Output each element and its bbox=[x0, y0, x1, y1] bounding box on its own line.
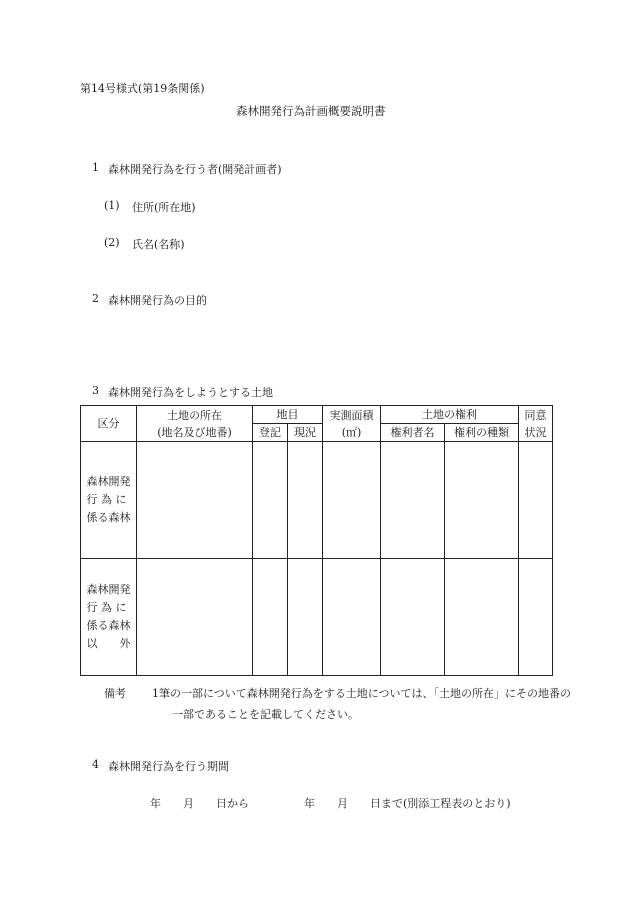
row-forest-label bbox=[81, 442, 137, 559]
table-header-row bbox=[81, 406, 553, 424]
cell-right-type[interactable] bbox=[445, 559, 519, 676]
row-nonforest-line1: 森林開発 bbox=[86, 583, 131, 596]
table-row bbox=[81, 559, 553, 676]
header-right-holder: 権利者名 bbox=[381, 424, 445, 442]
cell-area[interactable] bbox=[323, 442, 381, 559]
header-kubun: 区分 bbox=[81, 406, 137, 442]
header-consent bbox=[519, 406, 553, 442]
name-label: 氏名(名称) bbox=[132, 238, 185, 251]
section-2-heading: 森林開発行為の目的 bbox=[108, 294, 207, 307]
section-4-heading: 森林開発行為を行う期間 bbox=[108, 760, 229, 773]
row-nonforest-line2: 行 為 に bbox=[86, 601, 127, 614]
header-area-line1: 実測面積 bbox=[329, 408, 374, 422]
header-location bbox=[137, 406, 253, 442]
section-3-heading: 森林開発行為をしようとする土地 bbox=[108, 386, 273, 399]
row-nonforest-label bbox=[81, 559, 137, 676]
header-location-line2: (地名及び地番) bbox=[157, 425, 232, 439]
header-area bbox=[323, 406, 381, 442]
header-consent-line1: 同意 bbox=[524, 408, 547, 422]
cell-location[interactable] bbox=[137, 559, 253, 676]
header-location-line1: 土地の所在 bbox=[167, 408, 222, 422]
header-consent-line2: 状況 bbox=[524, 425, 547, 439]
table-row bbox=[81, 442, 553, 559]
cell-consent[interactable] bbox=[519, 559, 553, 676]
section-3-number: 3 bbox=[92, 384, 99, 397]
header-area-line2: (㎡) bbox=[341, 425, 362, 439]
cell-area[interactable] bbox=[323, 559, 381, 676]
period-line: 年 月 日から 年 月 日まで(別添工程表のとおり) bbox=[150, 797, 511, 810]
address-label: 住所(所在地) bbox=[132, 201, 196, 214]
cell-toki[interactable] bbox=[253, 442, 288, 559]
remark bbox=[104, 683, 572, 721]
row-forest-line2: 行 為 に bbox=[86, 493, 127, 506]
cell-right-holder[interactable] bbox=[381, 442, 445, 559]
section-2-number: 2 bbox=[92, 292, 99, 305]
header-land-right: 土地の権利 bbox=[381, 406, 519, 424]
land-table bbox=[80, 405, 553, 676]
cell-genkyo[interactable] bbox=[288, 442, 323, 559]
cell-consent[interactable] bbox=[519, 442, 553, 559]
item-2-number: (2) bbox=[104, 236, 120, 249]
row-forest-line3: 係る森林 bbox=[86, 511, 131, 524]
remark-label: 備考 bbox=[104, 687, 126, 700]
remark-text: 1筆の一部について森林開発行為をする土地については、「土地の所在」にその地番の一部であることを記載してください。 bbox=[152, 687, 572, 721]
row-nonforest-line3: 係る森林 bbox=[86, 619, 131, 632]
header-genkyo: 現況 bbox=[288, 424, 323, 442]
cell-genkyo[interactable] bbox=[288, 559, 323, 676]
section-1-heading: 森林開発行為を行う者(開発計画者) bbox=[108, 163, 282, 176]
cell-location[interactable] bbox=[137, 442, 253, 559]
form-number: 第14号様式(第19条関係) bbox=[80, 82, 205, 95]
cell-right-type[interactable] bbox=[445, 442, 519, 559]
row-nonforest-line4: 以 外 bbox=[86, 637, 131, 650]
section-4-number: 4 bbox=[92, 758, 99, 771]
cell-toki[interactable] bbox=[253, 559, 288, 676]
cell-right-holder[interactable] bbox=[381, 559, 445, 676]
document-title: 森林開発行為計画概要説明書 bbox=[236, 104, 386, 118]
item-1-number: (1) bbox=[104, 199, 120, 212]
header-chimoku: 地目 bbox=[253, 406, 323, 424]
row-forest-line1: 森林開発 bbox=[86, 475, 131, 488]
header-toki: 登記 bbox=[253, 424, 288, 442]
section-1-number: 1 bbox=[92, 161, 99, 174]
header-right-type: 権利の種類 bbox=[445, 424, 519, 442]
